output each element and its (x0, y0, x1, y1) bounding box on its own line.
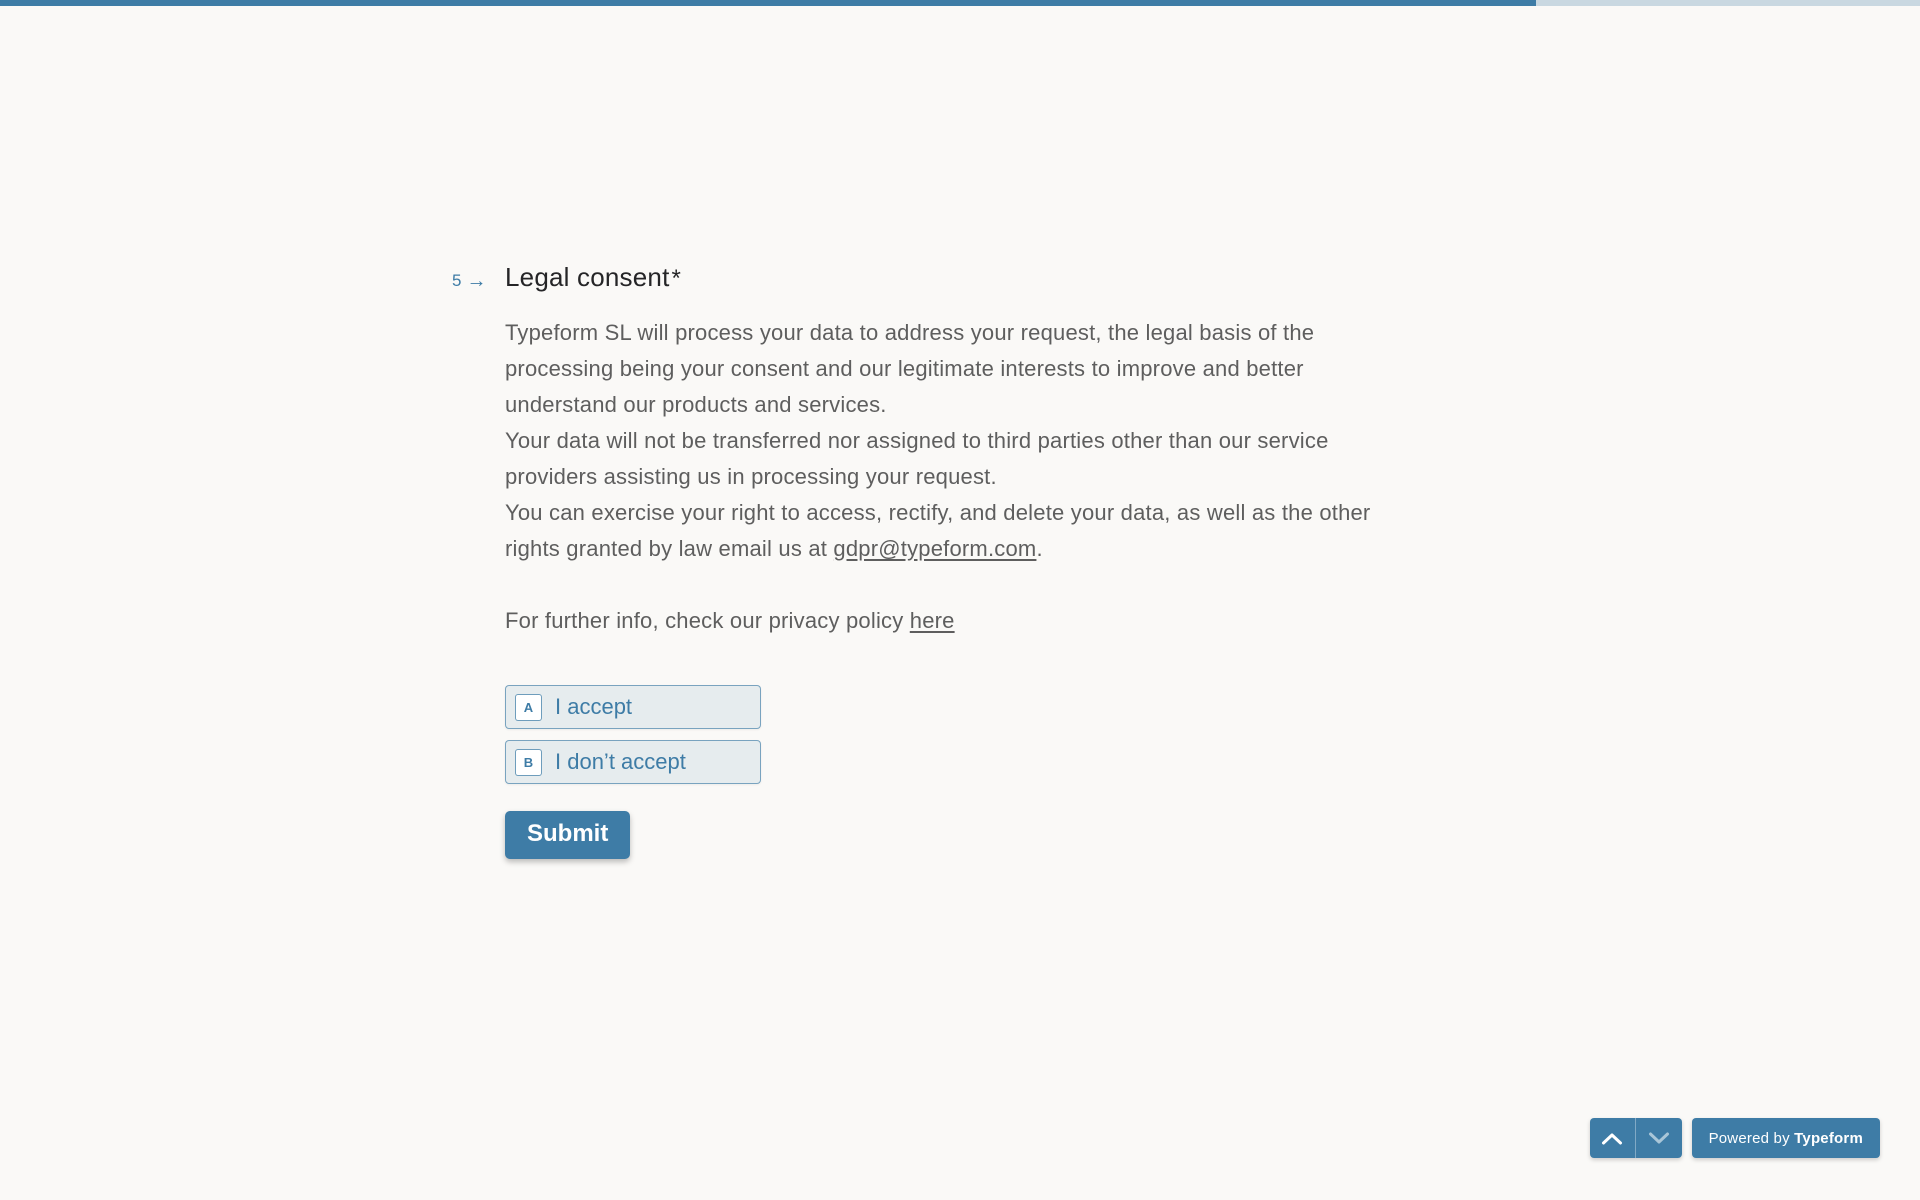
description-paragraph-3-text: You can exercise your right to access, rectify, and delete your data, as well as the other rights granted by law email us at (505, 500, 1371, 561)
question-title-text: Legal consent (505, 262, 670, 292)
choice-i-dont-accept[interactable] (505, 740, 761, 784)
question-number-value: 5 (452, 271, 462, 290)
previous-question-button[interactable] (1590, 1118, 1636, 1158)
typeform-brand-text: Typeform (1794, 1129, 1863, 1147)
privacy-info-line (505, 603, 1420, 639)
description-paragraph-3-period: . (1036, 536, 1043, 561)
footer-controls (1590, 1118, 1880, 1158)
question-description (505, 315, 1420, 639)
progress-bar (0, 0, 1920, 6)
required-asterisk: * (671, 265, 682, 292)
gdpr-email-link[interactable]: gdpr@typeform.com (833, 536, 1037, 561)
question-body (505, 315, 1420, 859)
choice-i-accept-label: I accept (555, 694, 633, 719)
chevron-down-icon (1648, 1132, 1670, 1145)
question-header (452, 262, 1392, 293)
choice-i-accept[interactable] (505, 685, 761, 729)
question-block (452, 262, 1392, 859)
privacy-info-text: For further info, check our privacy policy (505, 608, 910, 633)
privacy-policy-link[interactable]: here (909, 608, 955, 633)
powered-by-text: Powered by (1708, 1129, 1795, 1147)
key-hint-b: B (515, 749, 542, 776)
choice-list (505, 685, 1420, 784)
progress-bar-fill (0, 0, 1536, 6)
key-hint-a: A (515, 694, 542, 721)
chevron-up-icon (1601, 1132, 1623, 1145)
description-paragraph-2: Your data will not be transferred nor assigned to third parties other than our service providers assisting us in processing your request. (505, 428, 1329, 489)
description-paragraph-1: Typeform SL will process your data to address your request, the legal basis of the processing being your consent and our legitimate interests to improve and better understand our products and services. (505, 320, 1315, 417)
question-number (452, 269, 505, 292)
submit-button[interactable]: Submit (505, 811, 630, 859)
description-paragraph-3 (505, 495, 1420, 567)
question-nav (1590, 1118, 1682, 1158)
choice-i-dont-accept-label: I don’t accept (555, 749, 686, 774)
arrow-right-icon: → (466, 270, 487, 292)
next-question-button[interactable] (1636, 1118, 1682, 1158)
question-title (505, 262, 681, 293)
powered-by-typeform-button[interactable] (1692, 1118, 1880, 1158)
